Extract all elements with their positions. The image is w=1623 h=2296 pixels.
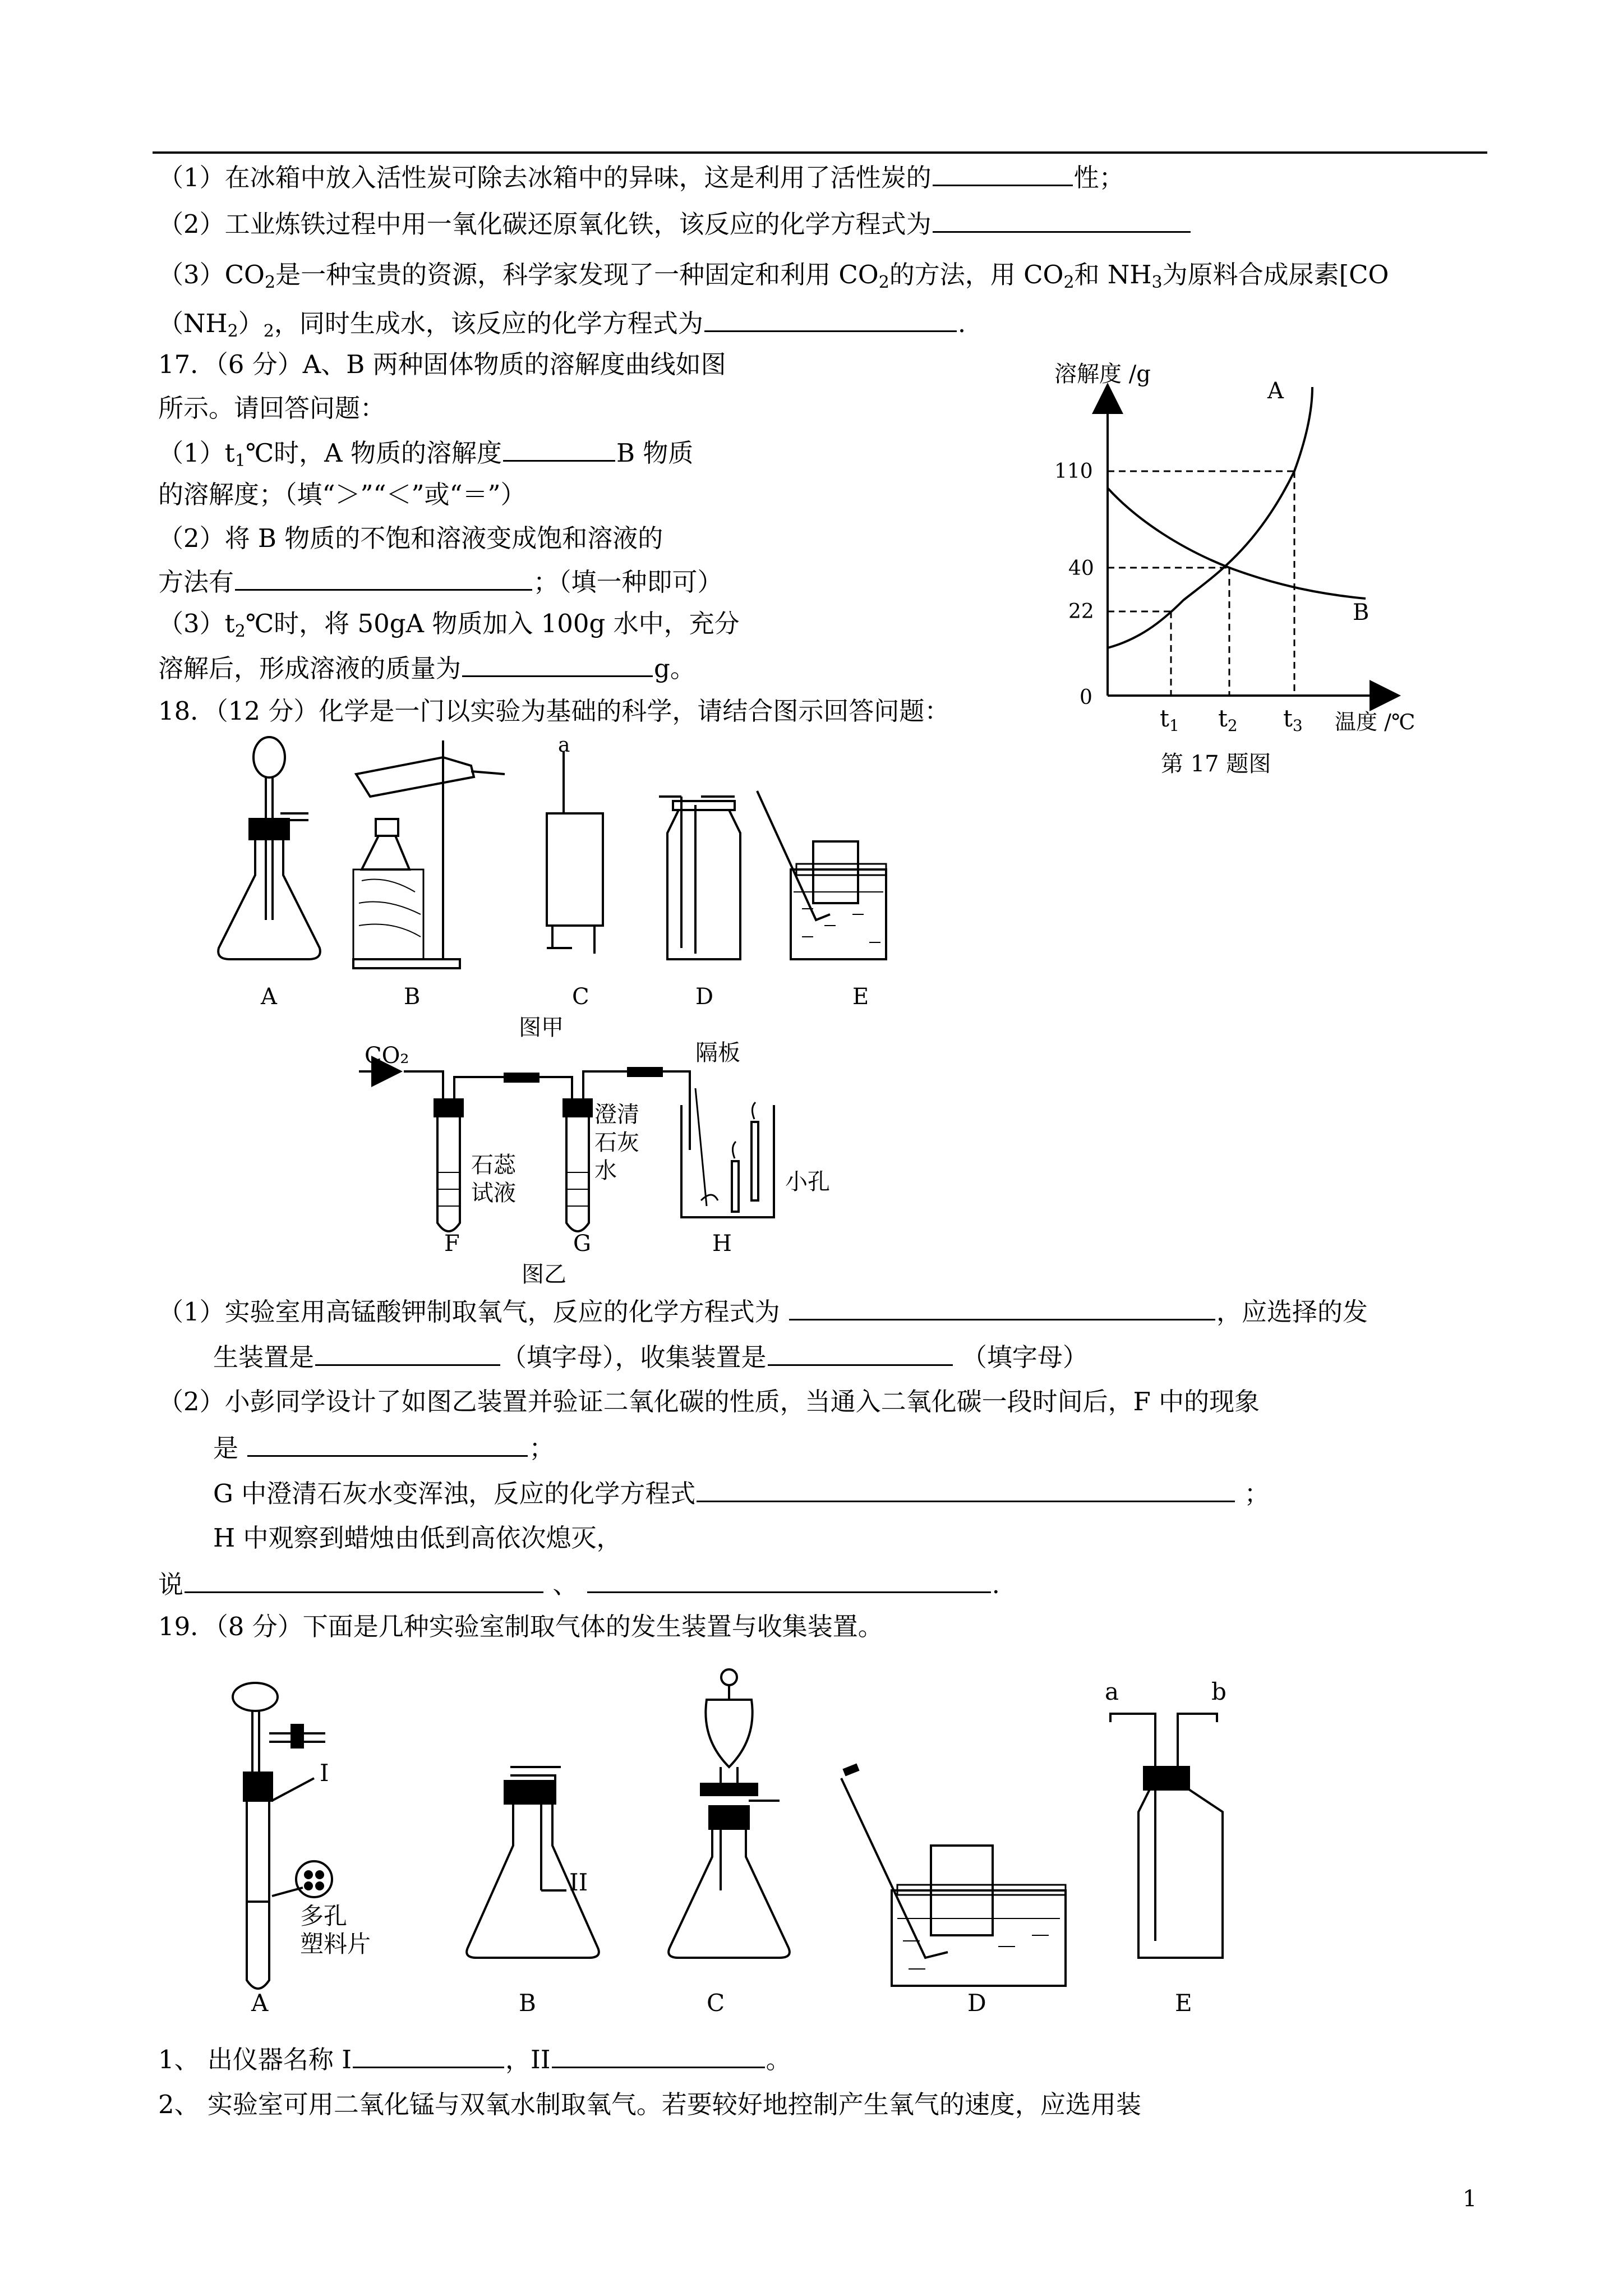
q17-part3-cont: 溶解后，形成溶液的质量为 g。 bbox=[158, 651, 695, 685]
answer-blank[interactable] bbox=[704, 306, 957, 332]
test-tube-g bbox=[564, 1099, 592, 1231]
q16-part3: $(3)CO_2$是一种宝贵的资源，科学家发现了一种固定和利用 $CO_2$的方法，用 $CO_2$和 $NH_3$为原料合成尿素[CO bbox=[158, 260, 1389, 292]
litmus-label-1: 石蕊 bbox=[471, 1152, 516, 1178]
answer-blank[interactable] bbox=[552, 2042, 765, 2068]
apparatus-e bbox=[757, 791, 886, 959]
chart-xlabel: 温度 /℃ bbox=[1335, 710, 1415, 734]
answer-blank[interactable] bbox=[587, 1567, 991, 1593]
answer-blank[interactable] bbox=[789, 1294, 1215, 1320]
q17-part1: $(1)t_1℃$时，A 物质的溶解度 B 物质 bbox=[158, 435, 693, 470]
figure-caption-yi: 图乙 bbox=[522, 1262, 566, 1285]
q16-part1: （1）在冰箱中放入活性炭可除去冰箱中的异味，这是利用了活性炭的 性； bbox=[158, 160, 1124, 195]
apparatus-d bbox=[659, 797, 740, 959]
q18-part2-g: G 中澄清石灰水变浑浊，反应的化学方程式 ； bbox=[213, 1476, 1270, 1511]
apparatus-figure-yi bbox=[359, 1038, 864, 1285]
test-tube-f bbox=[435, 1099, 463, 1231]
apparatus-a bbox=[218, 737, 320, 959]
q19-part1: 1、 出仪器名称 I ，II 。 bbox=[158, 2042, 791, 2077]
q17-title-cont: 所示。请回答问题： bbox=[158, 393, 386, 423]
answer-blank[interactable] bbox=[247, 1430, 528, 1457]
header-rule bbox=[153, 151, 1487, 154]
label-d: D bbox=[695, 984, 714, 1010]
label-a: A bbox=[261, 984, 277, 1010]
q17-part2: （2）将 B 物质的不饱和溶液变成饱和溶液的 bbox=[158, 523, 663, 553]
x-tick-t1: t1 bbox=[1160, 705, 1179, 735]
curve-b-label: B bbox=[1353, 600, 1370, 625]
label-19-b: B bbox=[519, 1989, 536, 2017]
answer-blank[interactable] bbox=[503, 435, 615, 462]
label-19-e: E bbox=[1175, 1989, 1192, 2017]
y-tick-22: 22 bbox=[1068, 600, 1094, 623]
label-f: F bbox=[444, 1231, 460, 1257]
q18-part1: （1）实验室用高锰酸钾制取氧气，反应的化学方程式为 ，应选择的发 bbox=[158, 1294, 1368, 1329]
q18-part2-explain: 说 、 . bbox=[158, 1567, 1000, 1602]
q18-title: 18．（12 分）化学是一门以实验为基础的科学，请结合图示回答问题： bbox=[158, 696, 950, 726]
x-tick-t2: t2 bbox=[1218, 705, 1238, 735]
answer-blank[interactable] bbox=[185, 1567, 543, 1593]
limewater-label-3: 水 bbox=[594, 1158, 617, 1184]
roman-one-label: I bbox=[320, 1759, 329, 1787]
beaker-h bbox=[681, 1088, 774, 1217]
q19-title: 19．（8 分）下面是几种实验室制取气体的发生装置与收集装置。 bbox=[158, 1612, 883, 1641]
co2-label: CO₂ bbox=[365, 1043, 409, 1069]
chart-caption: 第 17 题图 bbox=[1161, 751, 1271, 777]
q16-part3-cont: $(NH_2)_2$，同时生成水，该反应的化学方程式为 . bbox=[158, 306, 966, 341]
label-c: C bbox=[572, 984, 589, 1010]
q18-part2: （2）小彭同学设计了如图乙装置并验证二氧化碳的性质，当通入二氧化碳一段时间后，F 中的现象 bbox=[158, 1387, 1260, 1416]
q17-part3: $(3)t_2℃$时，将 50gA 物质加入 100g 水中，充分 bbox=[158, 609, 740, 641]
q18-part1-cont: 生装置是 （填字母），收集装置是 （填字母） bbox=[213, 1340, 1088, 1374]
apparatus-19-d bbox=[841, 1767, 1066, 1986]
q16-part2: （2）工业炼铁过程中用一氧化碳还原氧化铁，该反应的化学方程式为 bbox=[158, 206, 1192, 241]
answer-blank[interactable] bbox=[462, 651, 653, 677]
apparatus-figure-19 bbox=[213, 1666, 1245, 2019]
q17-part1-cont: 的溶解度；（填“＞”“＜”或“＝”） bbox=[158, 480, 526, 509]
label-19-a: A bbox=[251, 1989, 269, 2017]
label-19-d: D bbox=[967, 1989, 986, 2017]
label-e: E bbox=[852, 984, 869, 1010]
q17-part2-cont: 方法有 ；（填一种即可） bbox=[158, 564, 723, 599]
label-a-tube: a bbox=[558, 735, 570, 757]
y-tick-110: 110 bbox=[1054, 460, 1093, 483]
apparatus-figure-jia bbox=[208, 735, 959, 1038]
answer-blank[interactable] bbox=[933, 160, 1073, 186]
q19-part2: 2、 实验室可用二氧化锰与双氧水制取氧气。若要较好地控制产生氧气的速度，应选用装 bbox=[158, 2090, 1141, 2119]
limewater-label-1: 澄清 bbox=[594, 1102, 639, 1128]
y-tick-40: 40 bbox=[1068, 557, 1094, 580]
q18-part2-h: H 中观察到蜡烛由低到高依次熄灭， bbox=[213, 1523, 622, 1553]
apparatus-19-c bbox=[668, 1669, 790, 1958]
answer-blank[interactable] bbox=[315, 1340, 500, 1366]
litmus-label-2: 试液 bbox=[471, 1180, 516, 1206]
porous-plate-label-1: 多孔 bbox=[300, 1902, 348, 1930]
y-tick-0: 0 bbox=[1080, 686, 1092, 709]
page-number: 1 bbox=[1463, 2186, 1477, 2212]
porous-plate-label-2: 塑料片 bbox=[300, 1930, 371, 1958]
limewater-label-2: 石灰 bbox=[594, 1130, 639, 1156]
answer-blank[interactable] bbox=[235, 564, 532, 591]
label-b: B bbox=[404, 984, 421, 1010]
label-19-c: C bbox=[707, 1989, 725, 2017]
answer-blank[interactable] bbox=[353, 2042, 504, 2068]
roman-two-label: II bbox=[569, 1869, 588, 1896]
apparatus-c bbox=[547, 752, 603, 954]
curve-b bbox=[1108, 488, 1366, 599]
figure-caption-jia: 图甲 bbox=[519, 1015, 564, 1038]
apparatus-19-e bbox=[1110, 1714, 1223, 1958]
x-tick-t3: t3 bbox=[1283, 705, 1303, 735]
baffle-label: 隔板 bbox=[695, 1040, 740, 1066]
chart-ylabel: 溶解度 /g bbox=[1054, 361, 1151, 387]
q17-title: 17．（6 分）A、B 两种固体物质的溶解度曲线如图 bbox=[158, 349, 726, 379]
guide-lines bbox=[1108, 471, 1294, 696]
apparatus-19-b bbox=[467, 1767, 599, 1958]
port-b-label: b bbox=[1211, 1678, 1227, 1705]
small-hole-label: 小孔 bbox=[785, 1169, 830, 1195]
curve-a-label: A bbox=[1267, 378, 1284, 404]
label-h: H bbox=[712, 1231, 732, 1257]
answer-blank[interactable] bbox=[933, 206, 1191, 233]
q18-part2-cont: 是 ； bbox=[213, 1430, 554, 1465]
label-g: G bbox=[573, 1231, 591, 1257]
solubility-chart bbox=[1043, 348, 1469, 791]
answer-blank[interactable] bbox=[697, 1476, 1235, 1502]
port-a-label: a bbox=[1105, 1678, 1119, 1705]
answer-blank[interactable] bbox=[768, 1340, 953, 1366]
apparatus-b bbox=[353, 740, 505, 968]
